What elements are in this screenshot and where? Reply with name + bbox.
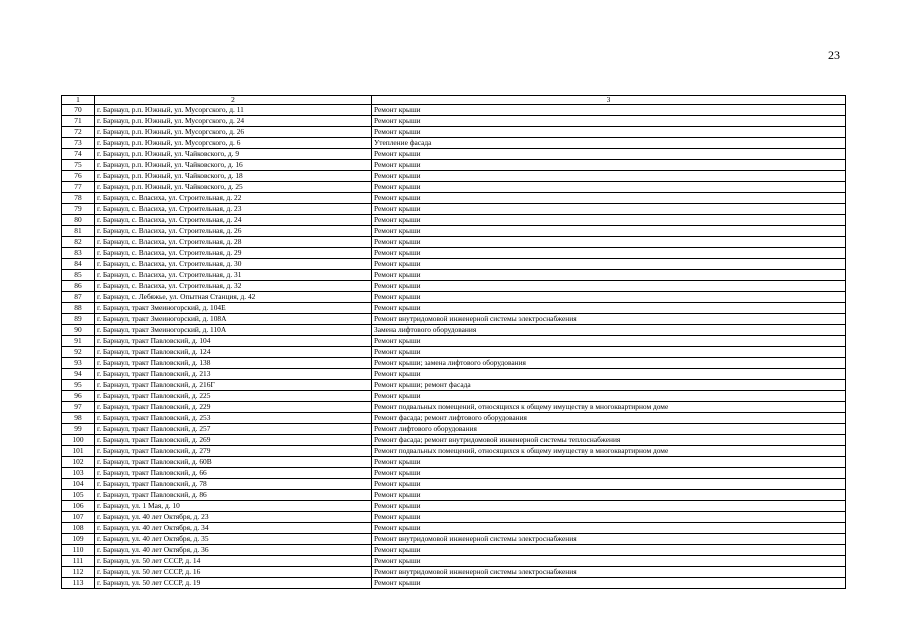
row-number-cell: 93 — [62, 358, 95, 369]
table-row — [62, 215, 846, 226]
table-row — [62, 182, 846, 193]
work-type-cell: Ремонт крыши — [372, 281, 846, 292]
table-row — [62, 479, 846, 490]
header-cell-address: 2 — [95, 96, 372, 105]
address-cell: г. Барнаул, с. Власиха, ул. Строительная, д. 26 — [95, 226, 372, 237]
table-row — [62, 501, 846, 512]
address-cell: г. Барнаул, тракт Павловский, д. 66 — [95, 468, 372, 479]
table-row — [62, 402, 846, 413]
address-cell: г. Барнаул, с. Власиха, ул. Строительная, д. 24 — [95, 215, 372, 226]
table-row — [62, 380, 846, 391]
table-row — [62, 171, 846, 182]
address-cell: г. Барнаул, тракт Павловский, д. 138 — [95, 358, 372, 369]
address-cell: г. Барнаул, тракт Павловский, д. 225 — [95, 391, 372, 402]
row-number-cell: 77 — [62, 182, 95, 193]
address-cell: г. Барнаул, ул. 50 лет СССР, д. 19 — [95, 578, 372, 589]
table-row — [62, 248, 846, 259]
work-type-cell: Ремонт внутридомовой инженерной системы электроснабжения — [372, 567, 846, 578]
table-row — [62, 567, 846, 578]
address-cell: г. Барнаул, тракт Павловский, д. 104 — [95, 336, 372, 347]
work-type-cell: Ремонт крыши — [372, 149, 846, 160]
address-cell: г. Барнаул, тракт Павловский, д. 60В — [95, 457, 372, 468]
address-cell: г. Барнаул, тракт Павловский, д. 78 — [95, 479, 372, 490]
row-number-cell: 89 — [62, 314, 95, 325]
work-type-cell: Ремонт крыши — [372, 127, 846, 138]
address-cell: г. Барнаул, тракт Павловский, д. 86 — [95, 490, 372, 501]
table-row — [62, 303, 846, 314]
row-number-cell: 99 — [62, 424, 95, 435]
address-cell: г. Барнаул, ул. 40 лет Октября, д. 35 — [95, 534, 372, 545]
address-cell: г. Барнаул, ул. 40 лет Октября, д. 23 — [95, 512, 372, 523]
table-row — [62, 556, 846, 567]
work-type-cell: Ремонт крыши — [372, 116, 846, 127]
table-row — [62, 105, 846, 116]
row-number-cell: 88 — [62, 303, 95, 314]
table-row — [62, 160, 846, 171]
table-row — [62, 193, 846, 204]
row-number-cell: 85 — [62, 270, 95, 281]
table-row — [62, 446, 846, 457]
row-number-cell: 86 — [62, 281, 95, 292]
address-cell: г. Барнаул, ул. 40 лет Октября, д. 34 — [95, 523, 372, 534]
table-row — [62, 545, 846, 556]
table-row — [62, 534, 846, 545]
work-type-cell: Ремонт подвальных помещений, относящихся к общему имуществу в многоквартирном доме — [372, 402, 846, 413]
address-cell: г. Барнаул, р.п. Южный, ул. Чайковского, д. 16 — [95, 160, 372, 171]
table-row — [62, 259, 846, 270]
row-number-cell: 101 — [62, 446, 95, 457]
table-row — [62, 336, 846, 347]
work-type-cell: Ремонт внутридомовой инженерной системы электроснабжения — [372, 534, 846, 545]
work-type-cell: Ремонт крыши — [372, 182, 846, 193]
row-number-cell: 87 — [62, 292, 95, 303]
address-cell: г. Барнаул, р.п. Южный, ул. Чайковского, д. 9 — [95, 149, 372, 160]
work-type-cell: Ремонт крыши — [372, 545, 846, 556]
row-number-cell: 74 — [62, 149, 95, 160]
row-number-cell: 84 — [62, 259, 95, 270]
row-number-cell: 111 — [62, 556, 95, 567]
address-cell: г. Барнаул, ул. 50 лет СССР, д. 14 — [95, 556, 372, 567]
work-type-cell: Ремонт крыши — [372, 204, 846, 215]
table-row — [62, 578, 846, 589]
work-type-cell: Ремонт крыши — [372, 490, 846, 501]
row-number-cell: 78 — [62, 193, 95, 204]
row-number-cell: 90 — [62, 325, 95, 336]
row-number-cell: 103 — [62, 468, 95, 479]
row-number-cell: 71 — [62, 116, 95, 127]
address-cell: г. Барнаул, р.п. Южный, ул. Чайковского, д. 25 — [95, 182, 372, 193]
row-number-cell: 96 — [62, 391, 95, 402]
work-type-cell: Ремонт крыши — [372, 193, 846, 204]
table-row — [62, 424, 846, 435]
work-type-cell: Ремонт крыши — [372, 105, 846, 116]
work-type-cell: Ремонт крыши — [372, 523, 846, 534]
row-number-cell: 107 — [62, 512, 95, 523]
row-number-cell: 72 — [62, 127, 95, 138]
address-cell: г. Барнаул, с. Власиха, ул. Строительная, д. 22 — [95, 193, 372, 204]
work-type-cell: Утепление фасада — [372, 138, 846, 149]
address-cell: г. Барнаул, р.п. Южный, ул. Мусоргского, д. 11 — [95, 105, 372, 116]
work-type-cell: Ремонт крыши — [372, 556, 846, 567]
work-type-cell: Ремонт крыши — [372, 270, 846, 281]
row-number-cell: 108 — [62, 523, 95, 534]
table-row — [62, 512, 846, 523]
work-type-cell: Ремонт подвальных помещений, относящихся к общему имуществу в многоквартирном доме — [372, 446, 846, 457]
row-number-cell: 104 — [62, 479, 95, 490]
work-type-cell: Ремонт внутридомовой инженерной системы электроснабжения — [372, 314, 846, 325]
row-number-cell: 95 — [62, 380, 95, 391]
row-number-cell: 79 — [62, 204, 95, 215]
work-type-cell: Ремонт крыши — [372, 369, 846, 380]
work-type-cell: Замена лифтового оборудования — [372, 325, 846, 336]
address-cell: г. Барнаул, с. Власиха, ул. Строительная, д. 31 — [95, 270, 372, 281]
address-cell: г. Барнаул, тракт Павловский, д. 253 — [95, 413, 372, 424]
work-type-cell: Ремонт крыши — [372, 391, 846, 402]
table-row — [62, 281, 846, 292]
address-cell: г. Барнаул, с. Власиха, ул. Строительная, д. 29 — [95, 248, 372, 259]
row-number-cell: 105 — [62, 490, 95, 501]
address-cell: г. Барнаул, с. Власиха, ул. Строительная, д. 28 — [95, 237, 372, 248]
row-number-cell: 100 — [62, 435, 95, 446]
table-row — [62, 490, 846, 501]
table-row — [62, 292, 846, 303]
address-cell: г. Барнаул, тракт Павловский, д. 124 — [95, 347, 372, 358]
work-type-cell: Ремонт крыши — [372, 237, 846, 248]
work-type-cell: Ремонт крыши — [372, 336, 846, 347]
work-type-cell: Ремонт крыши — [372, 457, 846, 468]
address-cell: г. Барнаул, р.п. Южный, ул. Мусоргского, д. 24 — [95, 116, 372, 127]
address-cell: г. Барнаул, с. Власиха, ул. Строительная, д. 32 — [95, 281, 372, 292]
row-number-cell: 113 — [62, 578, 95, 589]
work-type-cell: Ремонт лифтового оборудования — [372, 424, 846, 435]
work-type-cell: Ремонт крыши; ремонт фасада — [372, 380, 846, 391]
row-number-cell: 76 — [62, 171, 95, 182]
table-row — [62, 116, 846, 127]
work-type-cell: Ремонт крыши — [372, 347, 846, 358]
table-row — [62, 325, 846, 336]
row-number-cell: 91 — [62, 336, 95, 347]
work-type-cell: Ремонт крыши — [372, 468, 846, 479]
address-cell: г. Барнаул, ул. 50 лет СССР, д. 16 — [95, 567, 372, 578]
work-type-cell: Ремонт фасада; ремонт лифтового оборудования — [372, 413, 846, 424]
address-cell: г. Барнаул, тракт Павловский, д. 229 — [95, 402, 372, 413]
table-row — [62, 237, 846, 248]
table-row — [62, 435, 846, 446]
table-row — [62, 138, 846, 149]
work-type-cell: Ремонт крыши — [372, 501, 846, 512]
table-row — [62, 149, 846, 160]
table-row — [62, 226, 846, 237]
table-row — [62, 270, 846, 281]
address-cell: г. Барнаул, тракт Павловский, д. 257 — [95, 424, 372, 435]
table-row — [62, 391, 846, 402]
work-type-cell: Ремонт крыши — [372, 578, 846, 589]
address-cell: г. Барнаул, тракт Змеиногорский, д. 104Е — [95, 303, 372, 314]
address-cell: г. Барнаул, р.п. Южный, ул. Чайковского, д. 18 — [95, 171, 372, 182]
table-row — [62, 468, 846, 479]
row-number-cell: 112 — [62, 567, 95, 578]
address-cell: г. Барнаул, р.п. Южный, ул. Мусоргского, д. 26 — [95, 127, 372, 138]
address-cell: г. Барнаул, тракт Змеиногорский, д. 110А — [95, 325, 372, 336]
work-type-cell: Ремонт крыши — [372, 248, 846, 259]
page-number: 23 — [828, 48, 840, 62]
row-number-cell: 75 — [62, 160, 95, 171]
work-type-cell: Ремонт крыши — [372, 171, 846, 182]
work-type-cell: Ремонт крыши — [372, 226, 846, 237]
table-row — [62, 358, 846, 369]
address-cell: г. Барнаул, ул. 1 Мая, д. 10 — [95, 501, 372, 512]
address-cell: г. Барнаул, тракт Павловский, д. 279 — [95, 446, 372, 457]
table-row — [62, 369, 846, 380]
work-type-cell: Ремонт фасада; ремонт внутридомовой инженерной системы теплоснабжения — [372, 435, 846, 446]
table-row — [62, 413, 846, 424]
row-number-cell: 97 — [62, 402, 95, 413]
table-row — [62, 523, 846, 534]
row-number-cell: 109 — [62, 534, 95, 545]
address-cell: г. Барнаул, тракт Павловский, д. 269 — [95, 435, 372, 446]
table-header-row — [62, 96, 846, 105]
row-number-cell: 94 — [62, 369, 95, 380]
work-type-cell: Ремонт крыши — [372, 160, 846, 171]
header-cell-work-type: 3 — [372, 96, 846, 105]
address-cell: г. Барнаул, с. Лебяжье, ул. Опытная Станция, д. 42 — [95, 292, 372, 303]
address-cell: г. Барнаул, тракт Змеиногорский, д. 108А — [95, 314, 372, 325]
row-number-cell: 98 — [62, 413, 95, 424]
repair-table — [61, 95, 846, 589]
row-number-cell: 92 — [62, 347, 95, 358]
address-cell: г. Барнаул, тракт Павловский, д. 213 — [95, 369, 372, 380]
row-number-cell: 81 — [62, 226, 95, 237]
work-type-cell: Ремонт крыши — [372, 215, 846, 226]
work-type-cell: Ремонт крыши — [372, 479, 846, 490]
work-type-cell: Ремонт крыши — [372, 259, 846, 270]
row-number-cell: 82 — [62, 237, 95, 248]
table-row — [62, 314, 846, 325]
work-type-cell: Ремонт крыши — [372, 303, 846, 314]
address-cell: г. Барнаул, с. Власиха, ул. Строительная, д. 23 — [95, 204, 372, 215]
table-row — [62, 127, 846, 138]
row-number-cell: 83 — [62, 248, 95, 259]
address-cell: г. Барнаул, ул. 40 лет Октября, д. 36 — [95, 545, 372, 556]
work-type-cell: Ремонт крыши — [372, 292, 846, 303]
address-cell: г. Барнаул, р.п. Южный, ул. Мусоргского, д. 6 — [95, 138, 372, 149]
row-number-cell: 80 — [62, 215, 95, 226]
address-cell: г. Барнаул, тракт Павловский, д. 216Г — [95, 380, 372, 391]
work-type-cell: Ремонт крыши — [372, 512, 846, 523]
table-row — [62, 204, 846, 215]
row-number-cell: 70 — [62, 105, 95, 116]
address-cell: г. Барнаул, с. Власиха, ул. Строительная, д. 30 — [95, 259, 372, 270]
table-row — [62, 457, 846, 468]
row-number-cell: 110 — [62, 545, 95, 556]
row-number-cell: 106 — [62, 501, 95, 512]
row-number-cell: 73 — [62, 138, 95, 149]
header-cell-number: 1 — [62, 96, 95, 105]
table-row — [62, 347, 846, 358]
row-number-cell: 102 — [62, 457, 95, 468]
work-type-cell: Ремонт крыши; замена лифтового оборудования — [372, 358, 846, 369]
